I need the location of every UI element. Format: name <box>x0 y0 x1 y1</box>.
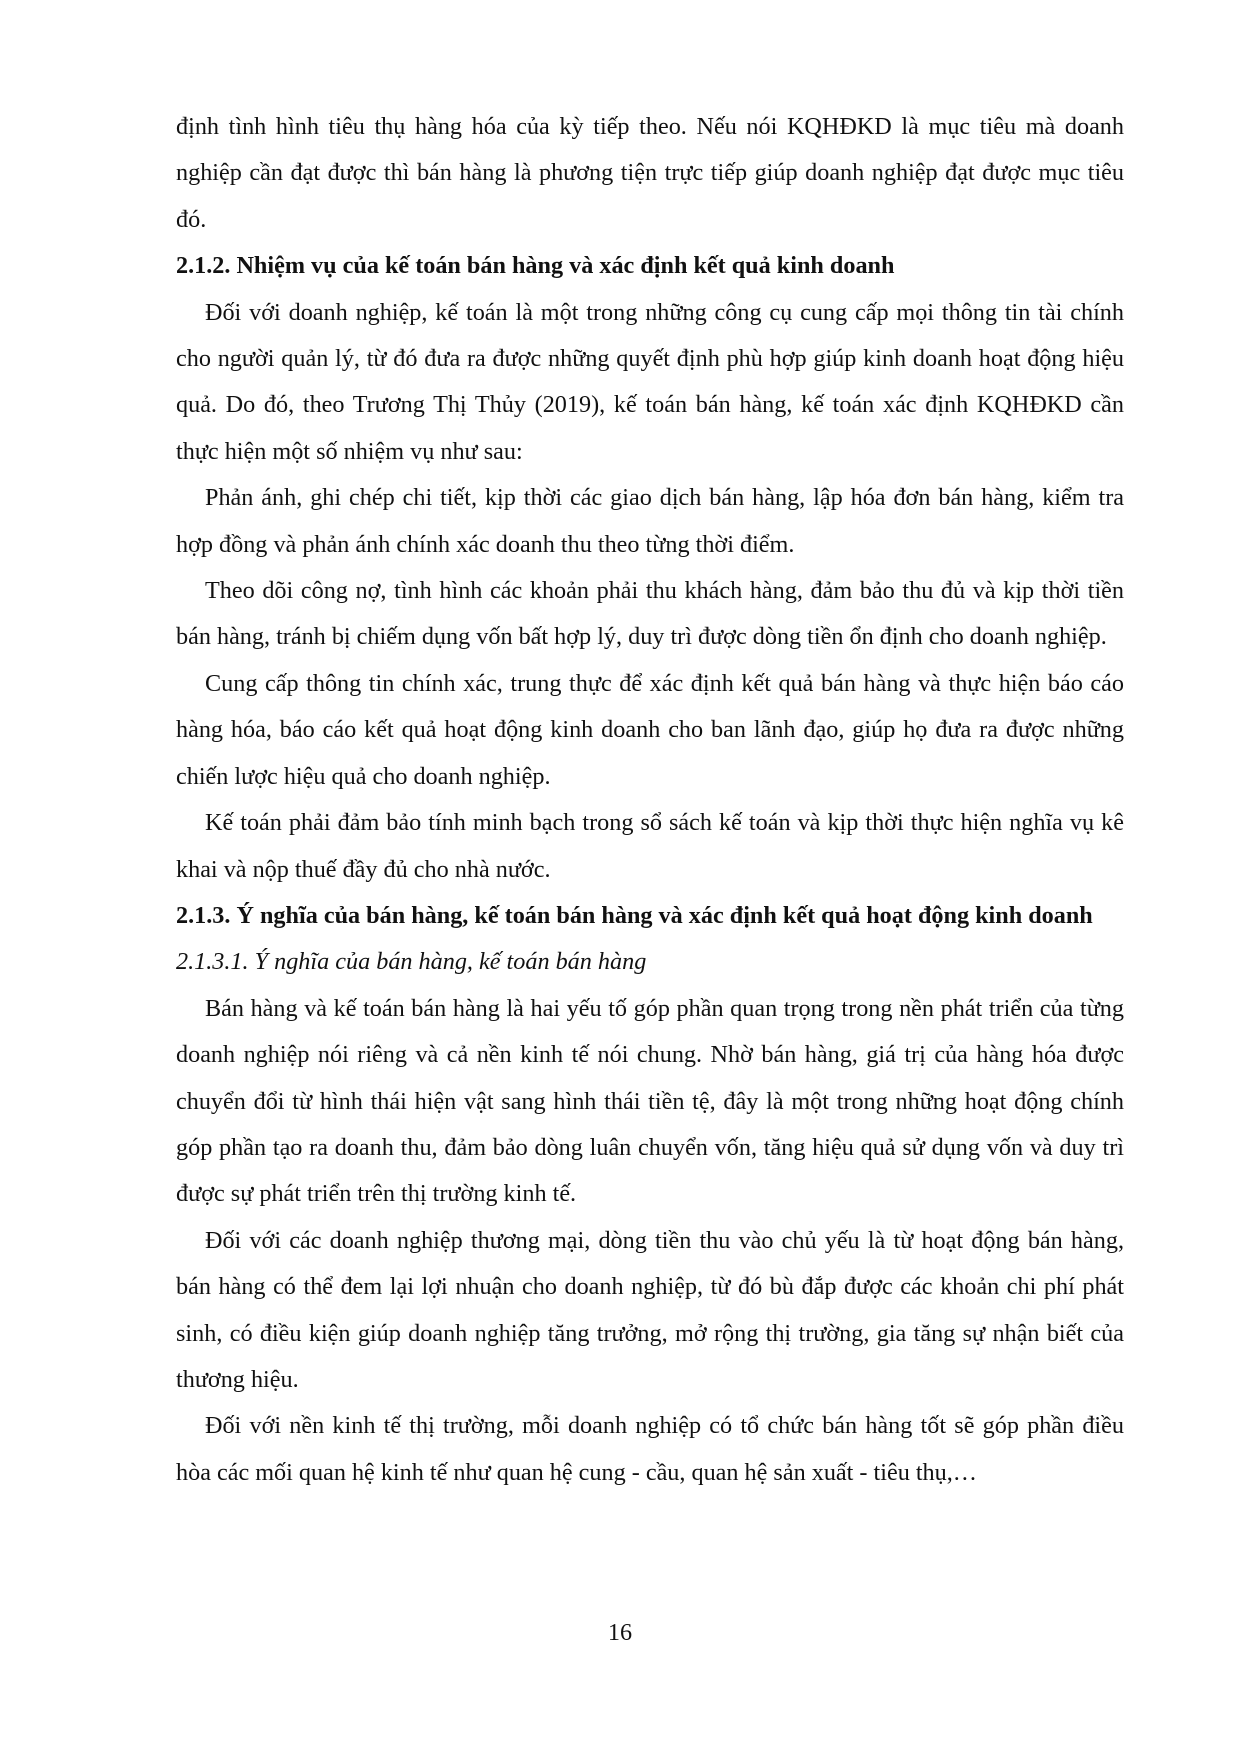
paragraph: Kế toán phải đảm bảo tính minh bạch trong sổ sách kế toán và kịp thời thực hiện nghĩa vụ kê khai và nộp thuế đầy đủ cho nhà nước. <box>176 809 1124 883</box>
paragraph: Đối với doanh nghiệp, kế toán là một trong những công cụ cung cấp mọi thông tin tài chính cho người quản lý, từ đó đưa ra được những quyết định phù hợp giúp kinh doanh hoạt động hiệu quả. Do đó, theo Trương Thị Thủy (2019), kế toán bán hàng, kế toán xác định KQHĐKD cần thực hiện một số nhiệm vụ như sau: <box>176 298 1124 465</box>
subsection-heading-2-1-3-1: 2.1.3.1. Ý nghĩa của bán hàng, kế toán bán hàng <box>176 948 647 976</box>
document-body <box>176 104 1124 1496</box>
page-number: 16 <box>607 1619 633 1646</box>
section-heading-2-1-2: 2.1.2. Nhiệm vụ của kế toán bán hàng và xác định kết quả kinh doanh <box>176 252 895 280</box>
paragraph: Đối với nền kinh tế thị trường, mỗi doanh nghiệp có tổ chức bán hàng tốt sẽ góp phần điều hòa các mối quan hệ kinh tế như quan hệ cung - cầu, quan hệ sản xuất - tiêu thụ,… <box>176 1412 1124 1486</box>
paragraph: Đối với các doanh nghiệp thương mại, dòng tiền thu vào chủ yếu là từ hoạt động bán hàng, bán hàng có thể đem lại lợi nhuận cho doanh nghiệp, từ đó bù đắp được các khoản chi phí phát sinh, có điều kiện giúp doanh nghiệp tăng trưởng, mở rộng thị trường, gia tăng sự nhận biết của thương hiệu. <box>176 1226 1124 1393</box>
paragraph: Bán hàng và kế toán bán hàng là hai yếu tố góp phần quan trọng trong nền phát triển của từng doanh nghiệp nói riêng và cả nền kinh tế nói chung. Nhờ bán hàng, giá trị của hàng hóa được chuyển đổi từ hình thái hiện vật sang hình thái tiền tệ, đây là một trong những hoạt động chính góp phần tạo ra doanh thu, đảm bảo dòng luân chuyển vốn, tăng hiệu quả sử dụng vốn và duy trì được sự phát triển trên thị trường kinh tế. <box>176 994 1124 1208</box>
paragraph: Theo dõi công nợ, tình hình các khoản phải thu khách hàng, đảm bảo thu đủ và kịp thời tiền bán hàng, tránh bị chiếm dụng vốn bất hợp lý, duy trì được dòng tiền ổn định cho doanh nghiệp. <box>176 577 1124 651</box>
paragraph: Cung cấp thông tin chính xác, trung thực để xác định kết quả bán hàng và thực hiện báo cáo hàng hóa, báo cáo kết quả hoạt động kinh doanh cho ban lãnh đạo, giúp họ đưa ra được những chiến lược hiệu quả cho doanh nghiệp. <box>176 669 1124 790</box>
paragraph-continuation: định tình hình tiêu thụ hàng hóa của kỳ tiếp theo. Nếu nói KQHĐKD là mục tiêu mà doanh nghiệp cần đạt được thì bán hàng là phương tiện trực tiếp giúp doanh nghiệp đạt được mục tiêu đó. <box>176 113 1124 233</box>
section-heading-2-1-3: 2.1.3. Ý nghĩa của bán hàng, kế toán bán hàng và xác định kết quả hoạt động kinh doanh <box>176 901 1093 929</box>
paragraph: Phản ánh, ghi chép chi tiết, kịp thời các giao dịch bán hàng, lập hóa đơn bán hàng, kiểm tra hợp đồng và phản ánh chính xác doanh thu theo từng thời điểm. <box>176 484 1124 558</box>
